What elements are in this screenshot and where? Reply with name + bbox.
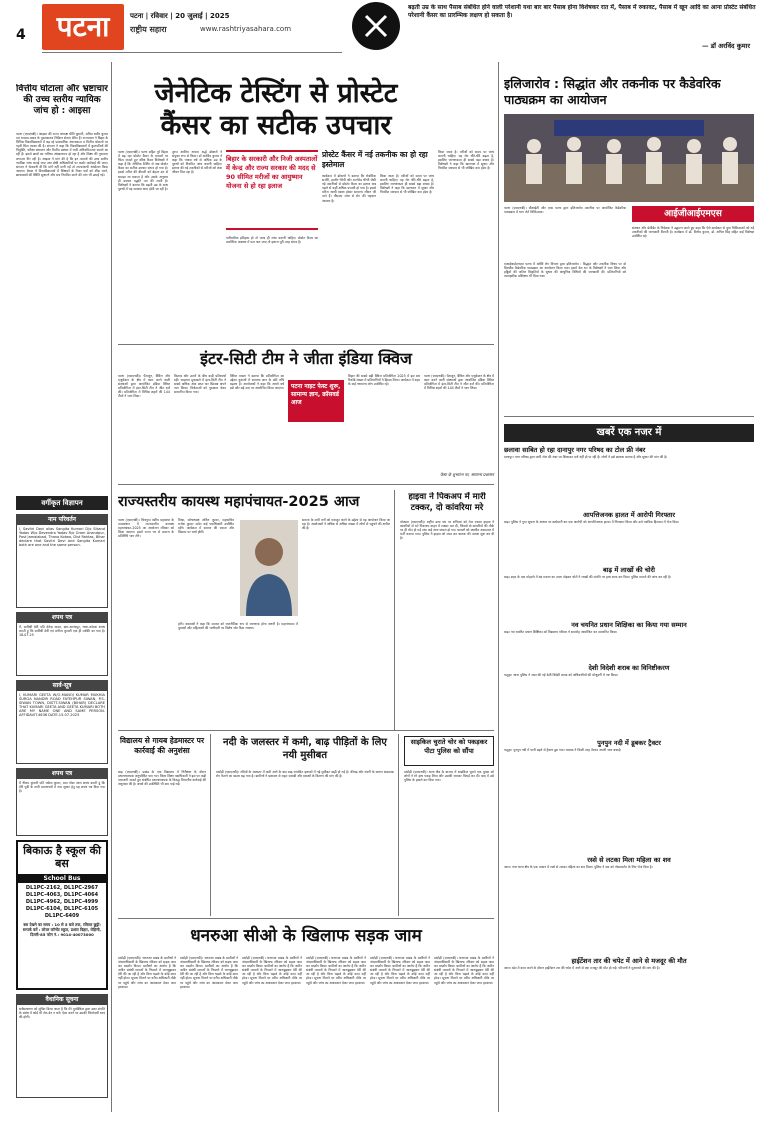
paper-name: राष्ट्रीय सहारा <box>130 25 167 34</box>
brief-item-title: हाईटेंशन तार की चपेट में आने से मजदूर की मौत <box>571 957 687 965</box>
edition-line: पटना | रविवार | 20 जुलाई | 2025 <box>130 12 230 20</box>
legal-notice <box>16 994 108 1098</box>
cycle-headline: साइकिल चुराते चोर को पकड़कर पीटा पुलिस को सौंपा <box>410 738 488 755</box>
ilizarov-col1: पटना (एसएनबी)। बीआईटी और एम्स पटना द्वारा इलिजारोव तकनीक पर आयोजित कैडेवरिक पाठ्यक्रम में भाग लेते चिकित्सक। <box>504 206 626 215</box>
bus-sale-title: बिकाऊ है स्कूल की बस <box>23 844 101 870</box>
headmaster-body: बाढ़ (एसएनबी)। प्रखंड के एक विद्यालय में निरीक्षण के दौरान प्रधानाध्यापक अनुपस्थित पाए गए। जिला शिक्षा पदाधिकारी ने इस पर कड़ी नाराजगी जताते हुए संबंधित प्रधानाध्यापक के विरुद्ध विभागीय कार्रवाई की अनुशंसा की है। बच्चों की उपस्थिति भी कम पाई गई। <box>118 770 206 787</box>
brief-item-title: पुनपुन नदी में डूबकर ट्रैक्टर <box>597 739 661 747</box>
masthead-quote: बढ़ती उम्र के साथ पैसाब संबंधित होने वाली परेशानी यथा बार बार पैसाब होना विशेषकर रात में, पैसाब में रुकावट, पैसाब में खून आदि का आना प्रोस्टेट संबंधित परेशानी कैंसर का प्रारम्भिक लक्षण हो सकता है। <box>408 4 756 19</box>
ilizarov-headline: इलिजारोव : सिद्धांत और तकनीक पर कैडेवरिक पाठ्यक्रम का आयोजन <box>504 76 721 107</box>
brief-item-title: नव चयनित प्रधान शिक्षिका का किया गया सम्मान <box>571 621 687 629</box>
main-headline: जेनेटिक टेस्टिंग से प्रोस्टेट कैंसर का सटीक उपचार <box>154 78 398 141</box>
x-mark-icon <box>363 13 389 39</box>
affidavit2-title: शपथ पत्र <box>17 769 107 779</box>
brief-item-text: फतुहा। पुनपुन नदी में पानी बढ़ने से ट्रैक्टर डूब गया। चालक ने किसी तरह तैरकर अपनी जान बचाई। <box>504 748 622 752</box>
quiz-col5: पटना (एसएनबी)। पैंटालून, बैंकिंग और एजुकेशन के क्षेत्र में काम करने वाली संस्थाओं द्वारा आयोजित इंडिया क्विज प्रतियोगिता में इंटर-सिटी टीम ने जीत दर्ज की। प्रतियोगिता में विभिन्न शहरों की 144 टीमों ने भाग लिया। <box>424 374 494 391</box>
brief-item <box>504 856 754 953</box>
quiz-pull-quote: पटना नाइट फेस्ट शुरू, सामान्य ज्ञान, क्रॉसवर्ड आज <box>288 380 344 422</box>
brief-item-title: बाढ़ में लाखों की चोरी <box>603 566 655 574</box>
main-pull-quote: बिहार के सरकारी और निजी अस्पतालों में केन्द्र और राज्य सरकार की मदद से 90 सीमित मरीजों का आयुष्मान योजना से हो रहा इलाज <box>226 150 318 230</box>
kayastha-col4: समाज के सभी वर्गों को एकजुट करने के उद्देश्य से यह आयोजन किया जा रहा है। आयोजकों ने अधिक से अधिक संख्या में लोगों से पहुंचने की अपील की है। <box>302 518 390 531</box>
affidavit-text: मैं, सावित्री देवी पति देवेन्द्र यादव, ग्राम-आनंदपुर, थाना-कोटवा शपथ करती हूं कि सावित्री देवी एवं संगीता कुमारी एक ही व्यक्ति का नाम है। 18.07.25 <box>19 625 105 638</box>
portrait-icon <box>240 520 298 616</box>
brief-item <box>504 566 754 617</box>
flood-body: मसौढ़ी (एसएनबी)। नदियों के जलस्तर में कमी आने के बाद बाढ़ प्रभावित इलाकों में नई मुसीबत खड़ी हो गई है। कीचड़ और गंदगी के कारण संक्रामक रोग फैलने का खतरा बढ़ गया है। ग्रामीणों ने प्रशासन से राहत सामग्री और दवाओं के वितरण की मांग की है। <box>216 770 394 779</box>
dhanarua-col2: मसौढ़ी (एसएनबी)। धनरुआ प्रखंड के ग्रामीणों ने अंचलाधिकारी के खिलाफ रविवार को सड़क जाम कर प्रदर्शन किया। ग्रामीणों का आरोप है कि जमीन संबंधी मामलों के निपटारे में जानबूझकर देरी की जा रही है और बिना चढ़ावे के कोई काम नहीं होता। सूचना मिलने पर वरीय अधिकारी मौके पर पहुंचे और जांच का आश्वासन देकर जाम हटवाया। <box>180 956 238 989</box>
brief-item <box>504 621 754 660</box>
quote-author: — डॉ अरविंद कुमार <box>701 42 750 50</box>
brief-item <box>504 664 754 735</box>
sarvsadharan-title: सार्व-सूत्र <box>17 681 107 691</box>
brief-item-title: रस्से से लटका मिला महिला का शव <box>587 856 671 864</box>
group-photo-icon <box>504 114 754 202</box>
kayastha-photo <box>240 520 298 616</box>
ilizarov-photo <box>504 114 754 202</box>
affidavit2-text: मैं नीलम कुमारी पति राकेश कुमार, ग्राम पोस्ट आरा शपथ करती हूं कि मेरी पुत्री के सभी प्रमाणपत्रों में नाम सुधार हेतु यह शपथ पत्र दिया गया है। <box>19 781 105 794</box>
brief-item <box>504 446 754 507</box>
affidavit2-box <box>16 768 108 836</box>
sarvsadharan-text: I, KUMARI GEETA W/O-MANOJ KUMAR MUKHIA SURGA NANDIR ROAD FATEHPUR SIWAN, P.S-SIWAN TOWN, DISTT-SIWAN (BIHAR) DECLARE THAT KUMARI GEETA AND GEETA KUMARI BOTH ARE MY NAME ONE AND SAME PERSON. AFFIDAVIT.4636 DATE.15.07.2025 <box>19 693 105 718</box>
bus-contact: बस देखने का समय : 10 से 5 बजे तक, रविवार छुट्टी। सम्पर्क करें : लोरल कॉन्वेंट स्कूल, प्रशांत विहार, रोहिणी, दिल्ली-85 फोन नं.: 9014-40073000 <box>22 922 102 937</box>
quiz-col3: क्विज मास्टर ने बताया कि प्रतियोगिता का उद्देश्य युवाओं में सामान्य ज्ञान के प्रति रुचि बढ़ाना है। आयोजकों ने कहा कि अगले वर्ष इसे और बड़े स्तर पर आयोजित किया जाएगा। <box>230 374 284 391</box>
cycle-body: मसौढ़ी (एसएनबी)। थाना क्षेत्र के बाजार में साइकिल चुराते एक युवक को लोगों ने रंगे हाथ पकड़ लिया और उसकी जमकर पिटाई कर दी। बाद में उसे पुलिस के हवाले कर दिया गया। <box>404 770 494 783</box>
brief-item-title: छलावा साबित हो रहा दानापुर नगर परिषद का टोल फ्री नंबर <box>504 446 646 454</box>
brief-item-title: देशी विदेशी शराब का विनिष्टीकरण <box>588 664 670 672</box>
main-subheadline: प्रोस्टेट कैंसर में नई तकनीक का हो रहा इस्तेमाल <box>322 150 428 169</box>
quiz-headline: इंटर-सिटी टीम ने जीता इंडिया क्विज <box>200 349 412 368</box>
flood-headline: नदी के जलस्तर में कमी, बाढ़ पीड़ितों के लिए नयी मुसीबत <box>223 737 387 761</box>
dhanarua-headline: धनरुआ सीओ के खिलाफ सड़क जाम <box>190 926 422 946</box>
main-col4: कार्यक्रम में डॉक्टरों ने बताया कि रोबोटिक सर्जरी, हार्मोन थेरेपी और टारगेटेड थेरेपी जैसी नई तकनीकों से प्रोस्टेट कैंसर का इलाज अब पहले से कहीं अधिक प्रभावी हो गया है। इससे मरीज जल्दी स्वस्थ होकर सामान्य जीवन जी पाते हैं। पीएसए जांच से रोग की पहचान आसान है। <box>322 174 376 203</box>
legal-notice-text: सर्वसाधारण को सूचित किया जाता है कि मेरे मुवक्किल द्वारा उक्त संपत्ति के संबंध में कोई भी लेन-देन न करें। ऐसा करने पर उसकी जिम्मेदारी स्वयं की होगी। <box>19 1007 105 1020</box>
brief-header: खबरें एक नजर में <box>504 424 754 442</box>
cycle-headline-box <box>404 736 494 766</box>
page-number: 4 <box>16 27 26 43</box>
affidavit-title: शपथ पत्र <box>17 613 107 623</box>
pickup-body: मोकामा (एसएनबी)। राष्ट्रीय उच्च पथ पर शनिवार को तेज रफ्तार हाइवा ने कांवरियों से भरे पिकअप वाहन में टक्कर मार दी, जिससे दो कांवरियों की मौके पर ही मौत हो गई तथा कई अन्य घायल हो गए। घायलों को स्थानीय अस्पताल में भर्ती कराया गया। पुलिस ने हाइवा को जब्त कर चालक की तलाश शुरू कर दी है। <box>400 520 494 541</box>
kayastha-headline: राज्यस्तरीय कायस्थ महापंचायत-2025 आज <box>118 494 360 510</box>
kayastha-col2: मिश्रा, कोषाध्यक्ष अनिल कुमार, महासचिव राजेश कुमार समेत कई पदाधिकारी उपस्थित रहेंगे। कार्यक्रम में समाज की एकता और विकास पर चर्चा होगी। <box>178 518 234 535</box>
ilizarov-body: एआईआईएमएस पटना में अस्थि रोग विभाग द्वारा इलिजारोव : सिद्धांत और तकनीक विषय पर दो दिवसीय कैडेवरिक पाठ्यक्रम का आयोजन किया गया। इसमें देश भर के विशेषज्ञों ने भाग लिया और हड्डियों की जटिल विकृतियों के सुधार की आधुनिक विधियों की जानकारी दी। प्रतिभागियों को व्यावहारिक प्रशिक्षण भी दिया गया। <box>504 262 626 279</box>
brief-item <box>504 739 754 852</box>
brief-list <box>504 446 754 1112</box>
igims-body: संस्थान और प्रेसीडेंट के निदेशक ने उद्घाटन करते हुए कहा कि ऐसे कार्यक्रम से युवा चिकित्सकों को नई तकनीकों की जानकारी मिलती है। कार्यक्रम में डॉ. विनोद कुमार, डॉ. अनिल सिंह सहित कई विशेषज्ञ उपस्थित रहे। <box>632 226 754 239</box>
headmaster-headline: विद्यालय से गायब हेडमास्टर पर कार्रवाई की अनुशंसा <box>119 736 205 755</box>
name-change-title: नाम परिवर्तन <box>17 515 107 525</box>
brief-item-text: दानापुर। नगर परिषद द्वारा जारी टोल फ्री नंबर पर शिकायत दर्ज नहीं हो पा रही है। लोगों ने इसे छलावा बताया है और सुधार की मांग की है। <box>504 455 668 459</box>
quiz-col1: पटना (एसएनबी)। पैंटालून, बैंकिंग और एजुकेशन के क्षेत्र में काम करने वाली संस्थाओं द्वारा आयोजित इंडिया क्विज प्रतियोगिता में इंटर-सिटी टीम ने जीत दर्ज की। प्रतियोगिता में विभिन्न शहरों की 144 टीमों ने भाग लिया। <box>118 374 170 399</box>
aisa-body: पटना (एसएनबी)। आइसा की राज्य अध्यक्ष प्रीति कुमारी, सचिव सबीर कुमार एवं भवदय-यादव के पुस्तकालय निर्देशन सेवाएं प्रेरित हैं। राज्यपाल ने बिहार के विभिन्न विश्वविद्यालयों में बढ़ रहे प्रशासनिक अराजकता व वित्तीय घोटालों पर गहरी चिंता व्यक्त की है। संगठन ने कहा कि विश्वविद्यालयों में कुलपतियों की नियुक्ति, परीक्षा संचालन और वित्तीय प्रबंधन में भारी अनियमितताएं सामने आ रही हैं। इससे छात्रों का भविष्य अंधकारमय हो रहा है और शिक्षा की गुणवत्ता लगातार गिर रही है। आइसा ने मांग की है कि इन मामलों की उच्च स्तरीय न्यायिक जांच कराई जाए तथा दोषी अधिकारियों पर कठोर कार्रवाई की जाए। संगठन ने चेतावनी दी कि मांगें नहीं मानी गईं तो राज्यव्यापी आंदोलन किया जाएगा। बैठक में विश्वविद्यालयों में शिक्षकों के रिक्त पदों को शीघ्र भरने, छात्रावासों की स्थिति सुधारने और सत्र नियमित करने की मांग भी उठाई गई। <box>16 132 108 177</box>
brief-item-text: फतुहा। थाना पुलिस ने जब्त की गई देशी विदेशी शराब को अधिकारियों की मौजूदगी में नष्ट किया। <box>504 673 619 677</box>
name-change-text: I, Savitri Devi alias Sangita Kumari D/o Sikand Yadav W/o Devendra Yadav R/o Gram Anandpur, Post Jamalabad, Thana Kotwa, Dist Rohtas, Bihar declare that Savitri Devi and Sangita Kumari both are one and the same person. <box>19 527 105 548</box>
brief-item <box>504 957 754 1036</box>
brief-item-text: आरा। नगर थाना क्षेत्र के एक मकान में रस्से से लटका महिला का शव मिला। पुलिस ने शव को पोस्टमार्टम के लिए भेज दिया है। <box>504 865 653 869</box>
brief-item <box>504 511 754 562</box>
brief-item-text: बाढ़। नव चयनित प्रधान शिक्षिका को विद्यालय परिवार ने समारोह आयोजित कर सम्मानित किया। <box>504 630 618 634</box>
igims-badge: आईजीआईएमएस <box>632 206 754 222</box>
dhanarua-col5: मसौढ़ी (एसएनबी)। धनरुआ प्रखंड के ग्रामीणों ने अंचलाधिकारी के खिलाफ रविवार को सड़क जाम कर प्रदर्शन किया। ग्रामीणों का आरोप है कि जमीन संबंधी मामलों के निपटारे में जानबूझकर देरी की जा रही है और बिना चढ़ावे के कोई काम नहीं होता। सूचना मिलने पर वरीय अधिकारी मौके पर पहुंचे और जांच का आश्वासन देकर जाम हटवाया। <box>370 956 430 985</box>
main-col5: किया जाता है। मरीजों को समय पर जांच करानी चाहिए। यह रोग धीरे-धीरे बढ़ता है, इसलिए जागरूकता ही सबसे बड़ा बचाव है। विशेषज्ञों ने कहा कि खानपान में सुधार और नियमित व्यायाम से भी जोखिम कम होता है। <box>380 174 434 195</box>
bus-sale-sub: School Bus <box>18 874 106 883</box>
kayastha-col1: पटना (एसएनबी)। चित्रगुप्त वंशीय महासभा के तत्वावधान में राज्यस्तरीय कायस्थ महापंचायत-2025 का आयोजन रविवार को किया जाएगा। इसमें राज्य भर से समाज के प्रतिनिधि भाग लेंगे। <box>118 518 174 539</box>
kayastha-col3: होंगे। वक्ताओं ने कहा कि समाज को राजनीतिक रूप से जागरूक होना जरूरी है। महापंचायत में युवाओं और महिलाओं की भागीदारी पर विशेष जोर दिया जाएगा। <box>178 622 298 631</box>
brief-item-title: आपत्तिजनक हालत में आरोपी गिरफ्तार <box>582 511 676 519</box>
x-logo-icon <box>352 2 400 50</box>
quiz-col4: बिहार की सबसे बड़ी क्विज प्रतियोगिता 2025 में इस बार रिकॉर्ड संख्या में प्रतिभागियों ने हिस्सा लिया। कार्यक्रम में शहर के कई गणमान्य लोग उपस्थित रहे। <box>348 374 420 387</box>
main-col6: किया जाता है। मरीजों को समय पर जांच करानी चाहिए। यह रोग धीरे-धीरे बढ़ता है, इसलिए जागरूकता ही सबसे बड़ा बचाव है। विशेषज्ञों ने कहा कि खानपान में सुधार और नियमित व्यायाम से भी जोखिम कम होता है। <box>438 150 494 171</box>
main-col1: पटना (एसएनबी)। पटना सहित पूरे बिहार में बढ़ रहा प्रोस्टेट कैंसर के मामलों पर चिंता जताते हुए वरिष्ठ कैंसर विशेषज्ञों ने कहा है कि जेनेटिक टेस्टिंग से अब प्रोस्टेट कैंसर का सटीक उपचार संभव हो गया है। इससे मरीज की बीमारी को बेहतर ढंग से समझा जा सकता है और उसके अनुसार ही उपचार पद्धति तय की जाती है। विशेषज्ञों ने बताया कि बढ़ती उम्र के साथ पुरुषों में यह समस्या आम होती जा रही है। <box>118 150 168 191</box>
brief-item-text: आरा। खेत में काम करने के दौरान हाईटेंशन तार की चपेट में आने से एक मजदूर की मौत हो गई। परिजनों ने मुआवजे की मांग की है। <box>504 966 660 970</box>
dhanarua-col1: मसौढ़ी (एसएनबी)। धनरुआ प्रखंड के ग्रामीणों ने अंचलाधिकारी के खिलाफ रविवार को सड़क जाम कर प्रदर्शन किया। ग्रामीणों का आरोप है कि जमीन संबंधी मामलों के निपटारे में जानबूझकर देरी की जा रही है और बिना चढ़ावे के कोई काम नहीं होता। सूचना मिलने पर वरीय अधिकारी मौके पर पहुंचे और जांच का आश्वासन देकर जाम हटवाया। <box>118 956 176 989</box>
quiz-credit: फेस्ट के शुभारंभ पर, सामान्य प्रशासन <box>440 472 494 477</box>
dhanarua-col6: मसौढ़ी (एसएनबी)। धनरुआ प्रखंड के ग्रामीणों ने अंचलाधिकारी के खिलाफ रविवार को सड़क जाम कर प्रदर्शन किया। ग्रामीणों का आरोप है कि जमीन संबंधी मामलों के निपटारे में जानबूझकर देरी की जा रही है और बिना चढ़ावे के कोई काम नहीं होता। सूचना मिलने पर वरीय अधिकारी मौके पर पहुंचे और जांच का आश्वासन देकर जाम हटवाया। <box>434 956 494 985</box>
sarvsadharan-box <box>16 680 108 764</box>
dhanarua-col3: मसौढ़ी (एसएनबी)। धनरुआ प्रखंड के ग्रामीणों ने अंचलाधिकारी के खिलाफ रविवार को सड़क जाम कर प्रदर्शन किया। ग्रामीणों का आरोप है कि जमीन संबंधी मामलों के निपटारे में जानबूझकर देरी की जा रही है और बिना चढ़ावे के कोई काम नहीं होता। सूचना मिलने पर वरीय अधिकारी मौके पर पहुंचे और जांच का आश्वासन देकर जाम हटवाया। <box>242 956 302 985</box>
city-title: पटना <box>56 10 110 43</box>
main-col3: पारिवारिक इतिहास हो तो जल्द ही जांच करानी चाहिए। प्रोस्टेट कैंसर का प्रारम्भिक अवस्था में पता चल जाए तो इलाज पूरी तरह संभव है। <box>226 236 318 245</box>
quiz-col2: किताब और उत्तरों के बीच कड़ी प्रतिस्पर्धा रही। फाइनल मुकाबले में इंटर-सिटी टीम ने सबसे अधिक अंक प्राप्त कर खिताब अपने नाम किया। विजेताओं को पुरस्कार देकर सम्मानित किया गया। <box>174 374 226 395</box>
bus-sale-ad <box>16 840 108 990</box>
legal-notice-title: वैधानिक सूचना <box>17 995 107 1005</box>
brief-item-text: बाढ़। शहर के एक मोहल्ले में बंद मकान का ताला तोड़कर चोरों ने लाखों की संपत्ति पर हाथ साफ कर दिया। पुलिस मामले की जांच कर रही है। <box>504 575 672 579</box>
aisa-headline: वित्तीय घोटाला और भ्रष्टाचार की उच्च स्तरीय न्यायिक जांच हो : आइसा <box>16 84 108 116</box>
bus-numbers: DL1PC-2162, DL1PC-2967 DL1PC-4063, DL1PC-4064 DL1PC-4962, DL1PC-4999 DL1PC-6104, DL1PC-6105 DL1PC-6409 <box>25 885 99 919</box>
city-logo <box>42 4 124 50</box>
affidavit-box <box>16 612 108 676</box>
main-col2: तुरुत आलिम नायाय अर्द्ध डॉक्टरों ने संयुक्त रूप से किया। डॉ अरविंद कुमार ने कहा कि पचास वर्ष से अधिक उम्र के पुरुषों को नियमित जांच करानी चाहिए। इलाज की नई तकनीकों से मरीजों को लंबा जीवन मिल रहा है। <box>172 150 222 175</box>
dhanarua-col4: मसौढ़ी (एसएनबी)। धनरुआ प्रखंड के ग्रामीणों ने अंचलाधिकारी के खिलाफ रविवार को सड़क जाम कर प्रदर्शन किया। ग्रामीणों का आरोप है कि जमीन संबंधी मामलों के निपटारे में जानबूझकर देरी की जा रही है और बिना चढ़ावे के कोई काम नहीं होता। सूचना मिलने पर वरीय अधिकारी मौके पर पहुंचे और जांच का आश्वासन देकर जाम हटवाया। <box>306 956 366 985</box>
brief-item-text: बाढ़। पुलिस ने गुप्त सूचना के आधार पर छापेमारी कर एक आरोपी को आपत्तिजनक हालत में गिरफ्तार किया और उसे न्यायिक हिरासत में भेज दिया। <box>504 520 680 524</box>
name-change-box <box>16 514 108 608</box>
classified-header: वर्गीकृत विज्ञापन <box>16 496 108 510</box>
pickup-headline: हाइवा ने पिकअप में मारी टक्कर, दो कांवरिया मरे <box>408 492 486 513</box>
website: www.rashtriyasahara.com <box>200 25 292 33</box>
